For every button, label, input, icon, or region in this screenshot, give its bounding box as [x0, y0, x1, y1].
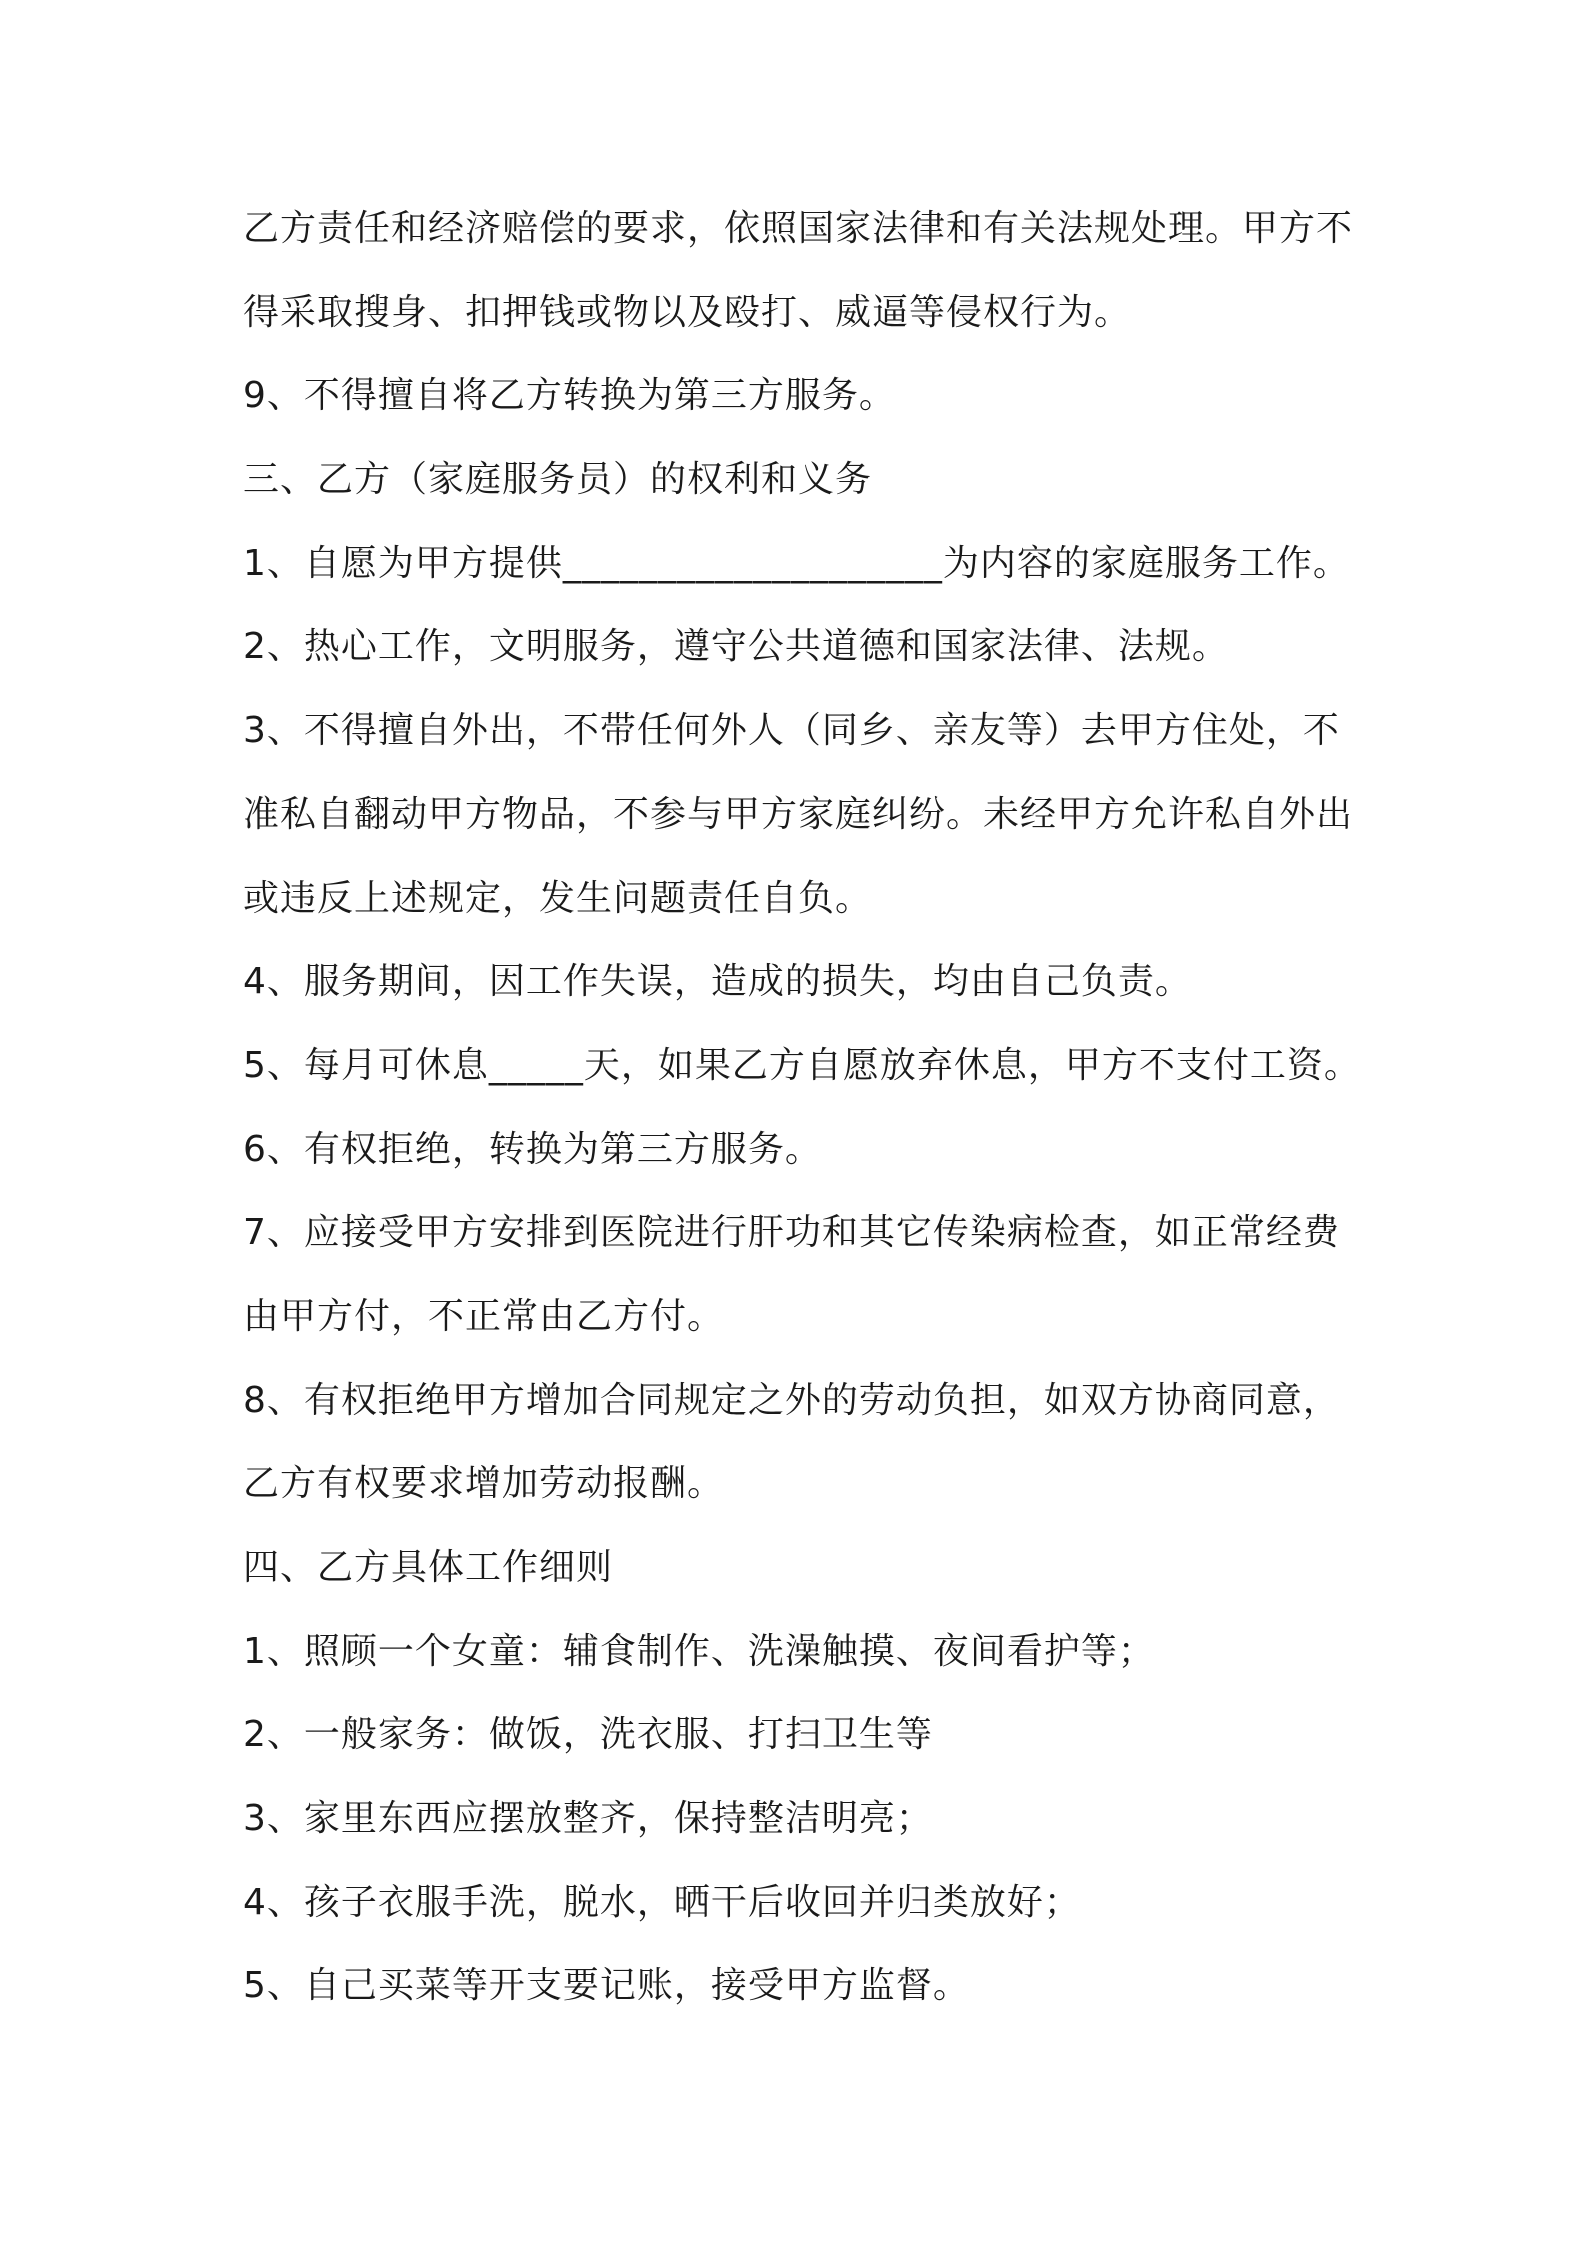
- clause-party-b-2: 2、热心工作，文明服务，遵守公共道德和国家法律、法规。: [243, 626, 1229, 668]
- clause-party-b-3-cont: 准私自翻动甲方物品，不参与甲方家庭纠纷。未经甲方允许私自外出: [243, 793, 1354, 835]
- work-rule-2: 2、一般家务：做饭，洗衣服、打扫卫生等: [243, 1714, 933, 1756]
- text-line-continuation: 乙方责任和经济赔偿的要求，依照国家法律和有关法规处理。甲方不: [243, 208, 1354, 249]
- section-heading-3: 三、乙方（家庭服务员）的权利和义务: [243, 459, 873, 501]
- clause-party-b-7: 7、应接受甲方安排到医院进行肝功和其它传染病检查，如正常经费: [243, 1212, 1340, 1254]
- clause-party-b-7-cont: 由甲方付，不正常由乙方付。: [243, 1295, 725, 1337]
- clause-party-b-1: 1、自愿为甲方提供____________________为内容的家庭服务工作。: [243, 542, 1350, 584]
- work-rule-3: 3、家里东西应摆放整齐，保持整洁明亮；: [243, 1798, 933, 1840]
- work-rule-5: 5、自己买菜等开支要记账，接受甲方监督。: [243, 1965, 970, 2007]
- clause-party-b-8-cont: 乙方有权要求增加劳动报酬。: [243, 1463, 725, 1505]
- work-rule-4: 4、孩子衣服手洗，脱水，晒干后收回并归类放好；: [243, 1881, 1081, 1923]
- clause-party-b-3-cont: 或违反上述规定，发生问题责任自负。: [243, 877, 873, 919]
- clause-party-b-4: 4、服务期间，因工作失误，造成的损失，均由自己负责。: [243, 961, 1192, 1003]
- clause-party-b-5: 5、每月可休息_____天，如果乙方自愿放弃休息，甲方不支付工资。: [243, 1044, 1361, 1086]
- clause-party-b-3: 3、不得擅自外出，不带任何外人（同乡、亲友等）去甲方住处，不: [243, 710, 1340, 752]
- section-heading-4: 四、乙方具体工作细则: [243, 1547, 614, 1588]
- work-rule-1: 1、照顾一个女童：辅食制作、洗澡触摸、夜间看护等；: [243, 1630, 1155, 1672]
- clause-party-b-6: 6、有权拒绝，转换为第三方服务。: [243, 1128, 822, 1170]
- text-line-continuation: 得采取搜身、扣押钱或物以及殴打、威逼等侵权行为。: [243, 291, 1132, 333]
- clause-party-a-9: 9、不得擅自将乙方转换为第三方服务。: [243, 375, 896, 417]
- document-body: [243, 200, 1363, 2041]
- clause-party-b-8: 8、有权拒绝甲方增加合同规定之外的劳动负担，如双方协商同意，: [243, 1379, 1340, 1421]
